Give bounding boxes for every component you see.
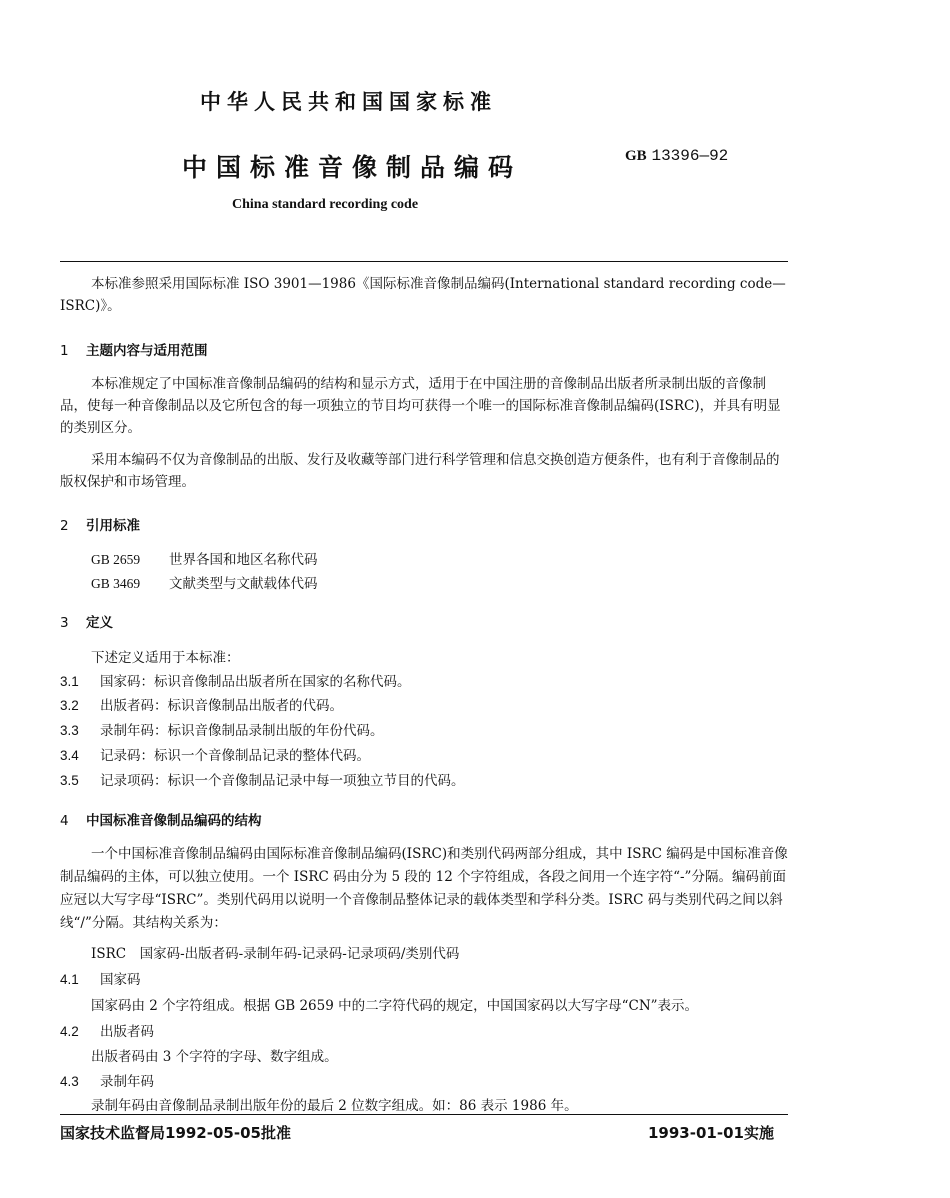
item-text: 记录码：标识一个音像制品记录的整体代码。 — [100, 748, 370, 764]
section-1-paragraph-2: 采用本编码不仅为音像制品的出版、发行及收藏等部门进行科学管理和信息交换创造方便条件，也有利于音像制品的版权保护和市场管理。 — [60, 452, 780, 490]
subsection-title: 国家码 — [100, 972, 141, 988]
reference-code: GB 2659 — [91, 552, 141, 567]
reference-item — [91, 548, 318, 568]
definition-lead: 下述定义适用于本标准： — [91, 650, 240, 666]
item-text: 录制年码：标识音像制品录制出版的年份代码。 — [100, 723, 384, 739]
subsection-heading — [60, 1020, 154, 1040]
reference-name: 世界各国和地区名称代码 — [169, 552, 318, 568]
reference-item — [91, 572, 318, 592]
definition-item — [60, 694, 343, 714]
code-number: 13396—92 — [651, 147, 729, 165]
intro-paragraph: 本标准参照采用国际标准 ISO 3901—1986《国际标准音像制品编码(International standard recording code—ISRC)》。 — [60, 276, 786, 314]
subsection-title: 出版者码 — [100, 1024, 154, 1040]
section-1-paragraph-1: 本标准规定了中国标准音像制品编码的结构和显示方式，适用于在中国注册的音像制品出版者所录制出版的音像制品，使每一种音像制品以及它所包含的每一项独立的节目均可获得一个唯一的国际标准音像制品编码(ISRC)，并具有明显的类别区分。 — [60, 376, 781, 436]
standard-code — [625, 146, 728, 165]
definition-item — [60, 769, 465, 789]
section-4-heading — [60, 809, 262, 829]
section-number: 3 — [60, 615, 69, 631]
item-text: 国家码：标识音像制品出版者所在国家的名称代码。 — [100, 674, 411, 690]
definition-item — [60, 744, 370, 764]
section-2-heading — [60, 514, 140, 534]
item-number: 3.3 — [60, 723, 79, 738]
definition-item — [60, 719, 384, 739]
section-title: 引用标准 — [86, 518, 140, 534]
item-number: 3.2 — [60, 698, 79, 713]
isrc-structure: ISRC 国家码-出版者码-录制年码-记录码-记录项码/类别代码 — [91, 946, 460, 962]
item-number: 3.1 — [60, 674, 79, 689]
subsection-heading — [60, 968, 141, 988]
section-1-heading — [60, 339, 208, 359]
subsection-heading — [60, 1070, 154, 1090]
section-title: 定义 — [86, 615, 113, 631]
subsection-number: 4.3 — [60, 1074, 79, 1089]
subsection-number: 4.1 — [60, 972, 79, 987]
effective-date: 1993-01-01实施 — [648, 1124, 774, 1142]
item-number: 3.4 — [60, 748, 79, 763]
section-3-heading — [60, 611, 113, 631]
subsection-text: 出版者码由 3 个字符的字母、数字组成。 — [91, 1049, 338, 1065]
section-number: 2 — [60, 518, 69, 534]
reference-name: 文献类型与文献载体代码 — [169, 576, 318, 592]
document-title: 中国标准音像制品编码 — [182, 153, 523, 182]
english-title: China standard recording code — [232, 197, 419, 212]
section-number: 1 — [60, 343, 69, 359]
section-title: 中国标准音像制品编码的结构 — [86, 813, 262, 829]
subsection-number: 4.2 — [60, 1024, 79, 1039]
item-number: 3.5 — [60, 773, 79, 788]
section-4-paragraph: 一个中国标准音像制品编码由国际标准音像制品编码(ISRC)和类别代码两部分组成，其中 ISRC 编码是中国标准音像制品编码的主体，可以独立使用。一个 ISRC 码由分为 5 段的 12 个字符组成，各段之间用一个连字符“-”分隔。编码前面应冠以大写字母“ISRC”。类别代码用以说明一个音像制品整体记录的载体类型和学科分类。ISRC 码与类别代码之间以斜线“/”分隔。其结构关系为： — [60, 846, 788, 931]
definition-item — [60, 670, 411, 690]
subsection-text: 国家码由 2 个字符组成。根据 GB 2659 中的二字符代码的规定，中国国家码以大写字母“CN”表示。 — [91, 998, 699, 1014]
top-divider — [60, 261, 788, 262]
subsection-title: 录制年码 — [100, 1074, 154, 1090]
national-standard-heading: 中华人民共和国国家标准 — [200, 90, 497, 114]
section-title: 主题内容与适用范围 — [86, 343, 208, 359]
item-text: 记录项码：标识一个音像制品记录中每一项独立节目的代码。 — [100, 773, 465, 789]
code-prefix: GB — [625, 148, 647, 164]
reference-code: GB 3469 — [91, 576, 141, 591]
bottom-divider — [60, 1114, 788, 1115]
approval-date: 国家技术监督局1992-05-05批准 — [60, 1124, 291, 1142]
item-text: 出版者码：标识音像制品出版者的代码。 — [100, 698, 343, 714]
subsection-text: 录制年码由音像制品录制出版年份的最后 2 位数字组成。如：86 表示 1986 年。 — [91, 1098, 578, 1114]
section-number: 4 — [60, 813, 69, 829]
